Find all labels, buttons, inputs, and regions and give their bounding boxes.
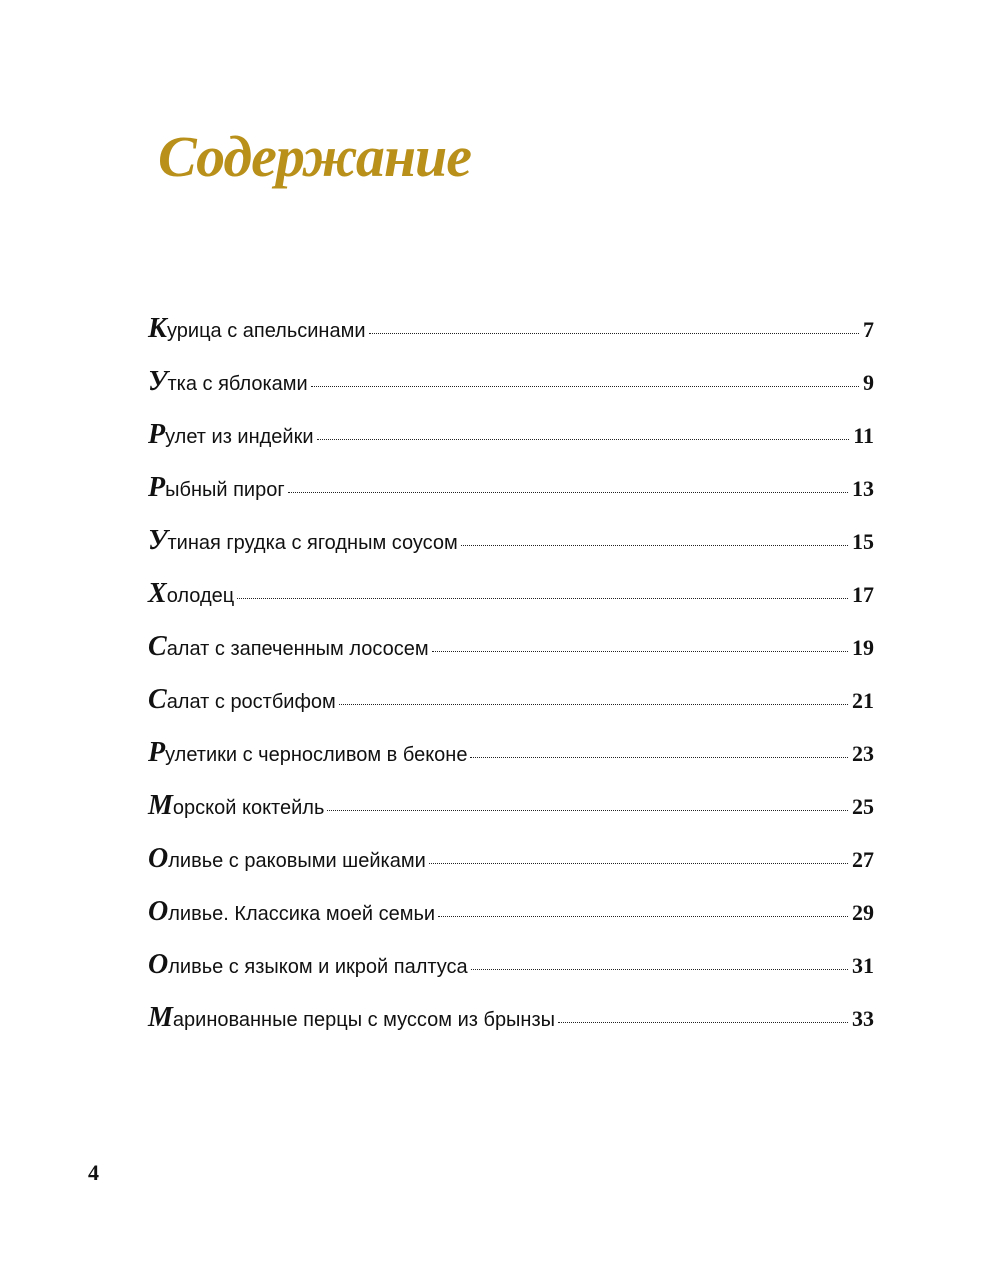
toc-entry[interactable]: [148, 514, 874, 567]
entry-page-number: 11: [853, 423, 874, 448]
toc-entry[interactable]: [148, 726, 874, 779]
entry-initial: К: [148, 313, 167, 344]
entry-page-number: 25: [852, 794, 874, 819]
entry-page-number: 33: [852, 1006, 874, 1031]
entry-title: ливье с языком и икрой палтуса: [168, 956, 468, 978]
toc-entry[interactable]: [148, 991, 874, 1044]
dot-leader: [461, 545, 848, 546]
entry-title: тиная грудка с ягодным соусом: [167, 532, 458, 554]
entry-page-number: 31: [852, 953, 874, 978]
toc-entry[interactable]: [148, 938, 874, 991]
entry-initial: У: [148, 525, 168, 556]
entry-page-number: 21: [852, 688, 874, 713]
entry-title: ливье. Классика моей семьи: [168, 903, 436, 925]
entry-title: аринованные перцы с муссом из брынзы: [172, 1009, 556, 1031]
dot-leader: [369, 333, 859, 334]
entry-page-number: 29: [852, 900, 874, 925]
table-of-contents: [148, 302, 874, 1044]
entry-page-number: 15: [852, 529, 874, 554]
dot-leader: [470, 757, 848, 758]
dot-leader: [432, 651, 848, 652]
toc-entry[interactable]: [148, 885, 874, 938]
dot-leader: [237, 598, 848, 599]
entry-page-number: 17: [852, 582, 874, 607]
toc-entry[interactable]: [148, 355, 874, 408]
entry-initial: Р: [148, 419, 166, 450]
toc-entry[interactable]: [148, 461, 874, 514]
entry-initial: О: [148, 843, 169, 874]
dot-leader: [327, 810, 848, 811]
dot-leader: [471, 969, 848, 970]
dot-leader: [429, 863, 848, 864]
entry-page-number: 9: [863, 370, 874, 395]
entry-page-number: 13: [852, 476, 874, 501]
toc-entry[interactable]: [148, 302, 874, 355]
entry-page-number: 19: [852, 635, 874, 660]
entry-title: орской коктейль: [172, 797, 325, 819]
entry-initial: Х: [148, 578, 167, 609]
entry-initial: О: [148, 896, 169, 927]
toc-entry[interactable]: [148, 620, 874, 673]
entry-initial: У: [148, 366, 168, 397]
entry-initial: Р: [148, 737, 166, 768]
entry-initial: С: [148, 631, 167, 662]
toc-entry[interactable]: [148, 779, 874, 832]
entry-title: урица с апельсинами: [167, 320, 366, 342]
toc-entry[interactable]: [148, 673, 874, 726]
toc-entry[interactable]: [148, 408, 874, 461]
toc-entry[interactable]: [148, 567, 874, 620]
entry-title: ыбный пирог: [165, 479, 285, 501]
entry-page-number: 7: [863, 317, 874, 342]
dot-leader: [288, 492, 848, 493]
entry-title: алат с ростбифом: [166, 691, 336, 713]
entry-page-number: 27: [852, 847, 874, 872]
page-title: Содержание: [158, 124, 472, 189]
entry-title: ливье с раковыми шейками: [168, 850, 426, 872]
dot-leader: [339, 704, 848, 705]
toc-entry[interactable]: [148, 832, 874, 885]
dot-leader: [438, 916, 848, 917]
entry-title: тка с яблоками: [167, 373, 308, 395]
entry-title: олодец: [166, 585, 235, 607]
dot-leader: [317, 439, 850, 440]
entry-initial: М: [148, 1002, 173, 1033]
entry-title: улетики с черносливом в беконе: [165, 744, 468, 766]
entry-initial: М: [148, 790, 173, 821]
entry-title: улет из индейки: [165, 426, 314, 448]
dot-leader: [311, 386, 859, 387]
dot-leader: [558, 1022, 848, 1023]
entry-initial: С: [148, 684, 167, 715]
entry-initial: Р: [148, 472, 166, 503]
folio-page-number: 4: [88, 1160, 99, 1185]
entry-page-number: 23: [852, 741, 874, 766]
entry-initial: О: [148, 949, 169, 980]
entry-title: алат с запеченным лососем: [166, 638, 429, 660]
